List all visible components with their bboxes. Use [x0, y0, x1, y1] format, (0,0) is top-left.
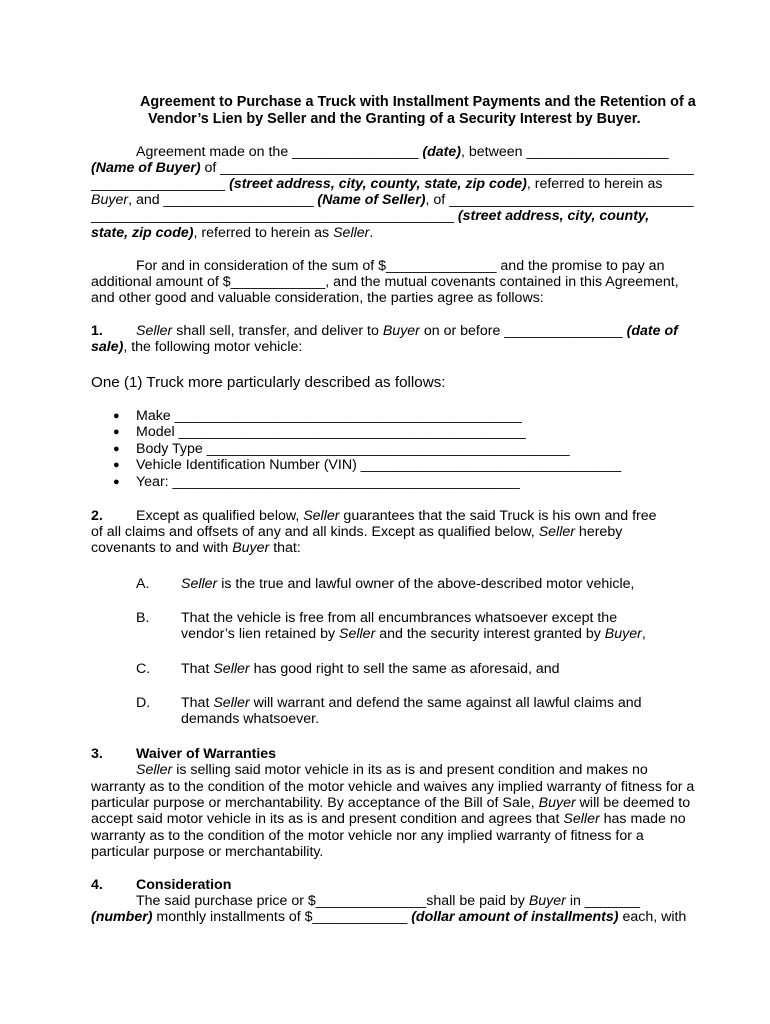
truck-description-heading: One (1) Truck more particularly described as follows:: [91, 374, 446, 391]
section-4-number: 4.: [91, 877, 103, 893]
covenant-a-text: [181, 576, 634, 593]
seller-name-label: (Name of Seller): [317, 192, 426, 208]
section-text: in _______: [565, 893, 641, 909]
intro-line-6: [91, 225, 373, 242]
bullet-icon: ●: [113, 410, 120, 422]
covenant-a-label: A.: [136, 576, 150, 592]
section-4-line-2: [91, 909, 686, 926]
bullet-icon: ●: [113, 459, 120, 471]
section-3-line-5: warranty as to the condition of the motor vehicle nor any implied warranty of fitness for a: [91, 828, 644, 844]
vehicle-field-body-type: Body Type ______________________________________________: [136, 441, 570, 457]
intro-text: , referred to herein as: [193, 225, 334, 241]
date-label: (date): [422, 144, 461, 160]
buyer-term: Buyer: [382, 323, 420, 339]
document-title-line-1: Agreement to Purchase a Truck with Installment Payments and the Retention of a: [140, 94, 696, 110]
covenant-text: That: [181, 695, 214, 711]
vehicle-field-year: Year: ____________________________________________: [136, 474, 520, 490]
covenant-text: vendor’s lien retained by: [181, 626, 340, 642]
number-label: (number): [91, 909, 153, 925]
vehicle-field-vin: Vehicle Identification Number (VIN) _________________________________: [136, 457, 622, 473]
section-3-line-4: [91, 811, 686, 828]
intro-line-2: [91, 160, 694, 177]
covenant-text: has good right to sell the same as aforesaid, and: [249, 661, 560, 677]
seller-term: Seller: [213, 695, 250, 711]
covenant-d-line-1: [181, 695, 642, 712]
seller-term: Seller: [303, 508, 340, 524]
intro-line-5: [91, 208, 649, 225]
date-of-sale-label-end: sale): [91, 339, 124, 355]
seller-address-label-end: state, zip code): [91, 225, 194, 241]
covenant-b-line-1: That the vehicle is free from all encumbrances whatsoever except the: [181, 610, 618, 626]
section-2-line-2: [91, 524, 622, 541]
section-text: The said purchase price or $______________shall be paid by: [136, 893, 529, 909]
document-title-line-2: Vendor’s Lien by Seller and the Granting of a Security Interest by Buyer.: [148, 111, 641, 127]
intro-text: , between __________________: [460, 144, 669, 160]
section-text: Except as qualified below,: [136, 508, 304, 524]
intro-text: , of _______________________________: [425, 192, 694, 208]
intro-line-3: [91, 176, 663, 193]
seller-term: Seller: [136, 323, 173, 339]
consideration-intro-line-1: For and in consideration of the sum of $______________ and the promise to pay an: [136, 258, 665, 274]
section-3-number: 3.: [91, 746, 103, 762]
consideration-intro-line-3: and other good and valuable consideration, the parties agree as follows:: [91, 290, 544, 306]
bullet-icon: ●: [113, 443, 120, 455]
section-text: of all claims and offsets of any and all kinds. Except as qualified below,: [91, 524, 539, 540]
section-text: will be deemed to: [575, 795, 691, 811]
section-1-line-1: [136, 323, 678, 340]
section-text: guarantees that the said Truck is his own and free: [339, 508, 657, 524]
section-text: hereby: [574, 524, 623, 540]
covenant-c-label: C.: [136, 661, 151, 677]
section-text: each, with: [618, 909, 687, 925]
buyer-term: Buyer: [91, 192, 129, 208]
covenant-d-label: D.: [136, 695, 151, 711]
section-text: covenants to and with: [91, 540, 233, 556]
seller-term: Seller: [213, 661, 250, 677]
section-text: monthly installments of $____________: [152, 909, 412, 925]
intro-text: _________________: [91, 176, 230, 192]
consideration-intro-line-2: additional amount of $____________, and the mutual covenants contained in this Agreement,: [91, 274, 679, 290]
buyer-term: Buyer: [528, 893, 566, 909]
section-text: accept said motor vehicle in its as is and present condition and agrees that: [91, 811, 564, 827]
bullet-icon: ●: [113, 476, 120, 488]
seller-term: Seller: [333, 225, 370, 241]
seller-term: Seller: [181, 576, 218, 592]
covenant-b-line-2: [181, 626, 646, 643]
intro-text: ______________________________________________: [91, 208, 458, 224]
section-text: shall sell, transfer, and deliver to: [172, 323, 383, 339]
section-text: is selling said motor vehicle in its as is and present condition and makes no: [172, 762, 648, 778]
covenant-c-text: [181, 661, 560, 678]
intro-line-4: [91, 192, 694, 209]
section-text: on or before _______________: [419, 323, 627, 339]
section-2-line-1: [136, 508, 657, 525]
section-3-line-2: warranty as to the condition of the motor vehicle and waives any implied warranty of fitness for a: [91, 779, 695, 795]
seller-term: Seller: [136, 762, 173, 778]
bullet-icon: ●: [113, 426, 120, 438]
date-of-sale-label: (date of: [626, 323, 678, 339]
buyer-term: Buyer: [538, 795, 576, 811]
intro-line-1: [136, 144, 668, 161]
section-3-line-1: [136, 762, 648, 779]
section-text: has made no: [599, 811, 686, 827]
buyer-term: Buyer: [604, 626, 642, 642]
section-4-line-1: [136, 893, 640, 910]
buyer-term: Buyer: [232, 540, 270, 556]
section-text: , the following motor vehicle:: [123, 339, 303, 355]
section-3-line-6: particular purpose or merchantability.: [91, 844, 324, 860]
seller-term: Seller: [538, 524, 575, 540]
covenant-text: ,: [641, 626, 646, 642]
covenant-text: will warrant and defend the same against all lawful claims and: [249, 695, 642, 711]
seller-term: Seller: [563, 811, 600, 827]
section-2-number: 2.: [91, 508, 103, 524]
section-1-number: 1.: [91, 323, 103, 339]
intro-text: .: [369, 225, 374, 241]
covenant-d-line-2: demands whatsoever.: [181, 711, 320, 727]
section-text: particular purpose or merchantability. By acceptance of the Bill of Sale,: [91, 795, 539, 811]
section-3-line-3: [91, 795, 690, 812]
vehicle-field-make: Make ____________________________________________: [136, 408, 522, 424]
covenant-text: is the true and lawful owner of the above-described motor vehicle,: [217, 576, 635, 592]
intro-text: of ____________________________________________________________: [200, 160, 694, 176]
section-4-heading: Consideration: [136, 877, 232, 893]
seller-term: Seller: [339, 626, 376, 642]
section-text: that:: [269, 540, 301, 556]
intro-text: , referred to herein as: [526, 176, 663, 192]
intro-text: , and ___________________: [128, 192, 318, 208]
section-2-line-3: [91, 540, 301, 557]
covenant-text: and the security interest granted by: [375, 626, 605, 642]
covenant-text: That: [181, 661, 214, 677]
vehicle-field-model: Model ____________________________________________: [136, 424, 526, 440]
seller-address-label: (street address, city, county,: [457, 208, 650, 224]
covenant-b-label: B.: [136, 610, 150, 626]
buyer-name-label: (Name of Buyer): [91, 160, 201, 176]
section-3-heading: Waiver of Warranties: [136, 746, 277, 762]
intro-text: Agreement made on the ________________: [136, 144, 423, 160]
installment-amount-label: (dollar amount of installments): [411, 909, 619, 925]
buyer-address-label: (street address, city, county, state, zip code): [229, 176, 527, 192]
section-1-line-2: [91, 339, 302, 356]
